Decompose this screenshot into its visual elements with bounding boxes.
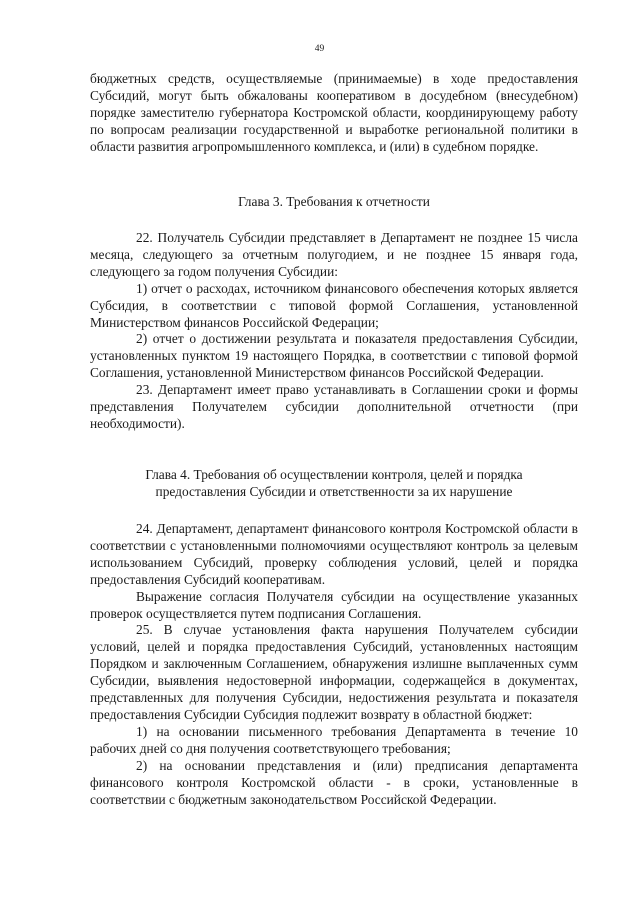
paragraph-22: 22. Получатель Субсидии представляет в Департамент не позднее 15 числа месяца, следующего за отчетным полугодием, и не позднее 15 января года, следующего за годом получения Субсидии: [90,230,578,279]
chapter-4-body [90,521,578,808]
chapter-4-title [90,467,578,501]
paragraph-23: 23. Департамент имеет право устанавливать в Соглашении сроки и формы представления Получателем субсидии дополнительной отчетности (при необходимости). [90,382,578,431]
paragraph-intro-block [90,71,578,156]
chapter-3-title: Глава 3. Требования к отчетности [238,194,430,209]
chapter-4-title-line-2: предоставления Субсидии и ответственности за их нарушение [155,483,513,499]
paragraph-22-item-2: 2) отчет о достижении результата и показателя предоставления Субсидии, установленных пунктом 19 настоящего Порядка, в соответствии с типовой формой Соглашения, установленной Министерством финансов Российской Федерации. [90,331,578,381]
chapter-4-title-line-1: Глава 4. Требования об осуществлении контроля, целей и порядка [145,467,523,482]
paragraph-24: 24. Департамент, департамент финансового контроля Костромской области в соответствии с установленными полномочиями осуществляют контроль за целевым использованием Субсидий, проверку соблюдения условий, целей и порядка предоставления Субсидий кооперативам. [90,521,578,587]
paragraph-24-consent: Выражение согласия Получателя субсидии на осуществление указанных проверок осуществляется путем подписания Соглашения. [90,588,578,621]
paragraph-22-item-1: 1) отчет о расходах, источником финансового обеспечения которых является Субсидия, в соответствии с типовой формой Соглашения, установленной Министерством финансов Российской Федерации; [90,280,578,330]
page-number: 49 [314,44,325,54]
paragraph-25: 25. В случае установления факта нарушения Получателем субсидии условий, целей и порядка предоставления Субсидий, установленных настоящим Порядком и заключенным Соглашением, обнаружения излишне выплаченных сумм Субсидии, выявления недостоверной информации, содержащейся в документах, представленных для получения Субсидии, недостижения результата и показателя предоставления Субсидии Субсидия подлежит возврату в областной бюджет: [90,622,578,722]
paragraph-25-item-2: 2) на основании представления и (или) предписания департамента финансового контроля Костромской области - в сроки, установленные в соответствии с бюджетным законодательством Российской Федерации. [90,757,578,807]
paragraph-25-item-1: 1) на основании письменного требования Департамента в течение 10 рабочих дней со дня получения соответствующего требования; [90,723,578,756]
chapter-3-body [90,230,578,433]
paragraph-intro: бюджетных средств, осуществляемые (принимаемые) в ходе предоставления Субсидий, могут быть обжалованы кооперативом в досудебном (внесудебном) порядке заместителю губернатора Костромской области, координирующему работу по вопросам реализации государственной и выработке региональной политики в области развития агропромышленного комплекса, и (или) в судебном порядке. [90,71,578,154]
